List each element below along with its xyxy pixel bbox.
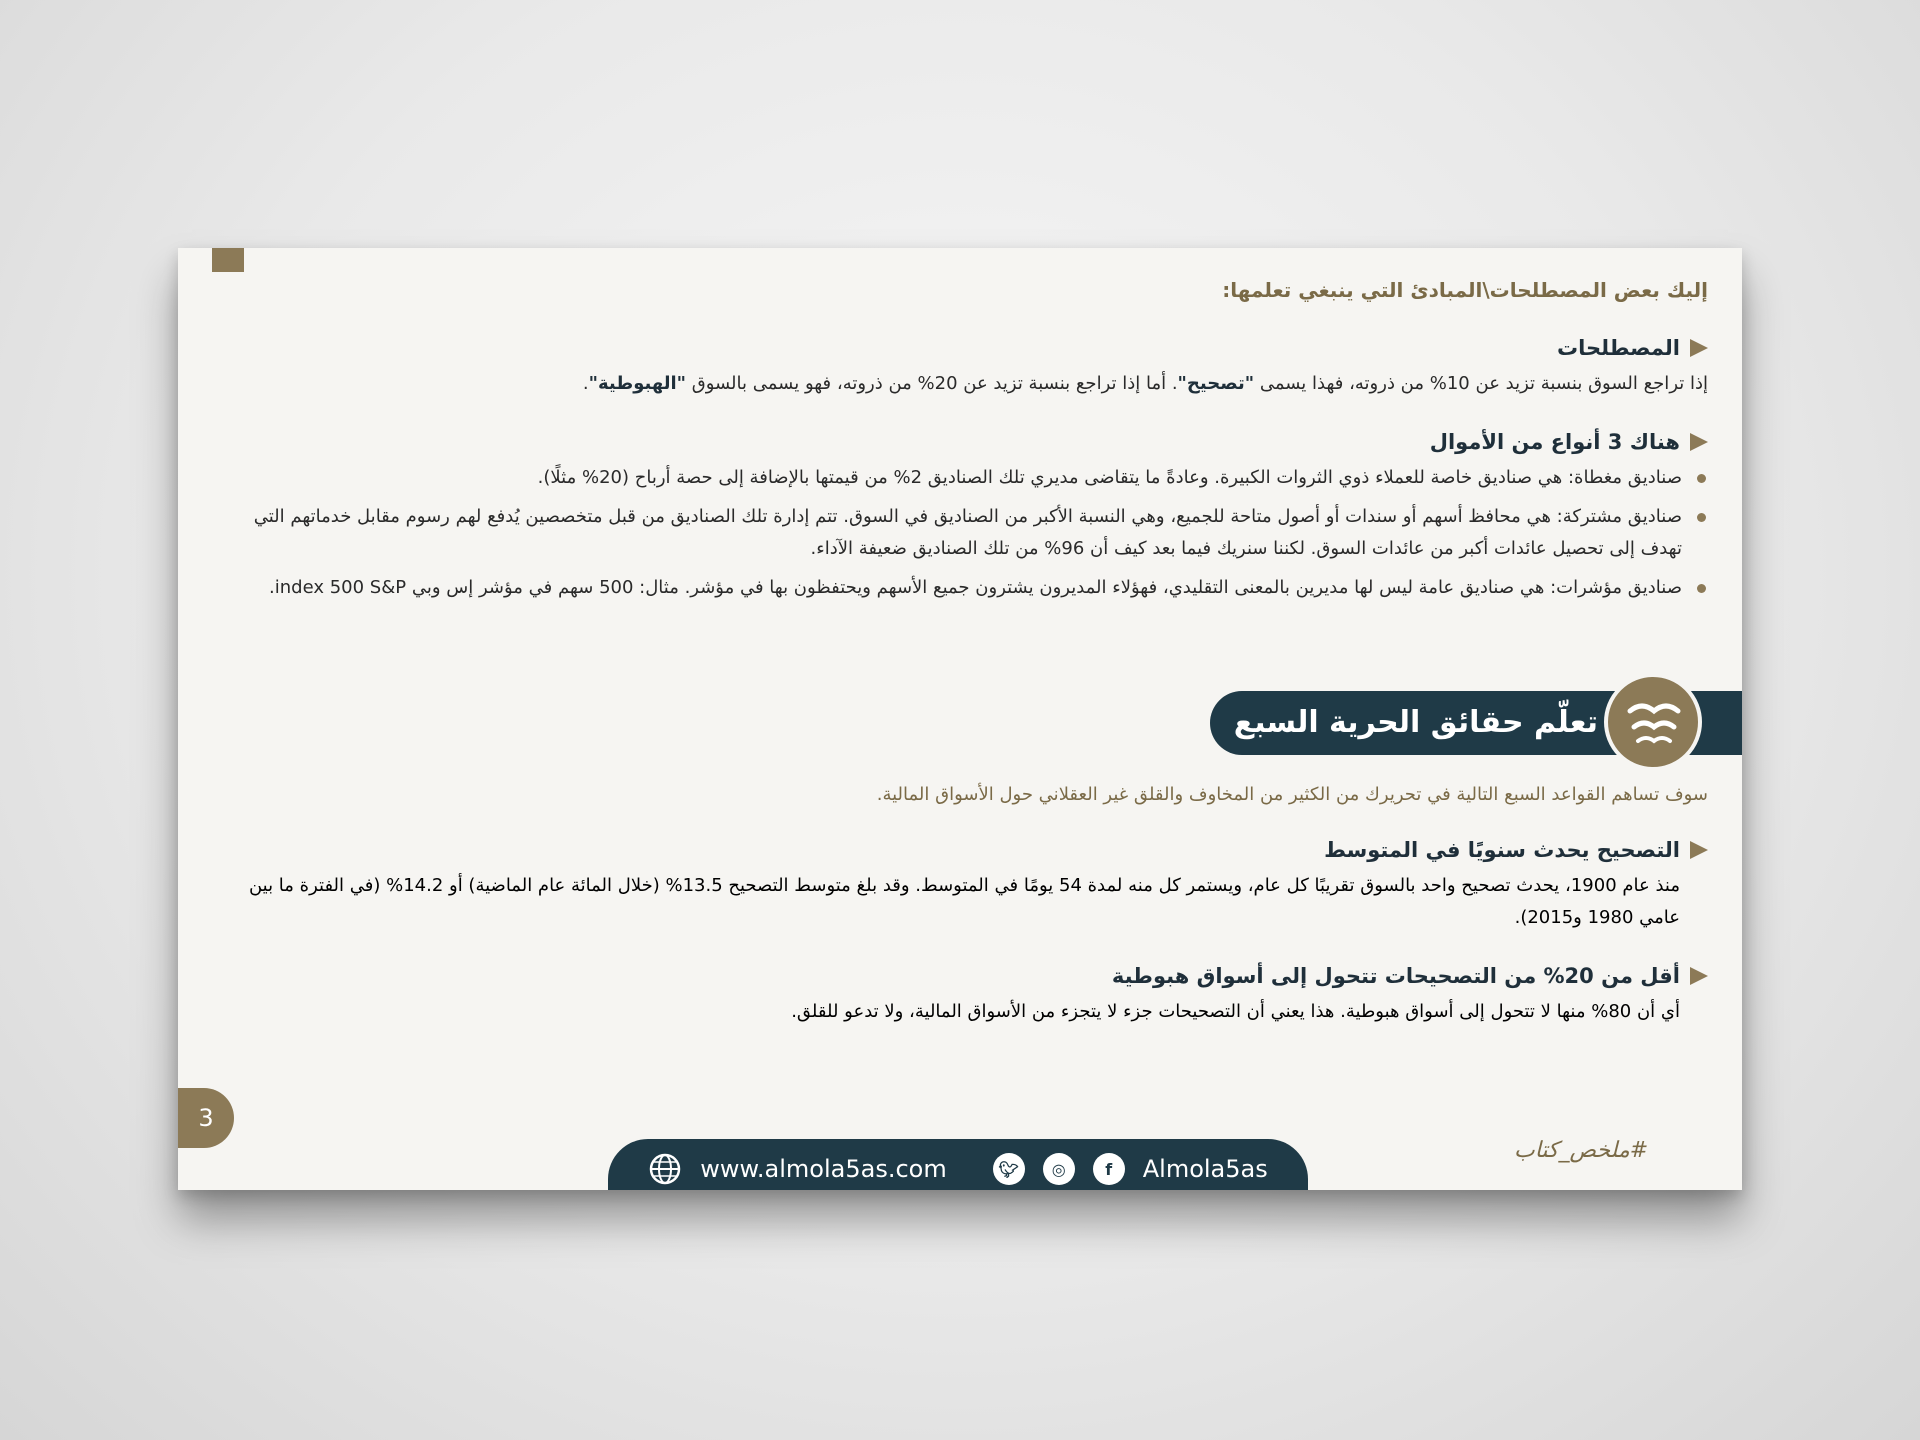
terms-heading-text: المصطلحات [1556, 336, 1680, 360]
funds-heading-text: هناك 3 أنواع من الأموال [1429, 430, 1680, 454]
terms-paragraph [212, 368, 1708, 400]
page-number: 3 [178, 1088, 234, 1148]
intro-text: إليك بعض المصطلحات\المبادئ التي ينبغي تعلمها: [1222, 278, 1708, 302]
sub-intro-text: سوف تساهم القواعد السبع التالية في تحريرك من الكثير من المخاوف والقلق غير العقلاني حول الأسواق المالية. [876, 784, 1708, 805]
document-page [178, 248, 1742, 1190]
funds-list [212, 462, 1708, 604]
terms-text-a: إذا تراجع السوق بنسبة تزيد عن 10% من ذروته، فهذا يسمى [1254, 373, 1708, 394]
rule1-section [212, 838, 1680, 934]
signature-logo: #ملخص_كتاب [1514, 1138, 1649, 1163]
rule1-heading [212, 838, 1708, 862]
funds-heading [212, 430, 1708, 454]
triangle-bullet-icon [1690, 967, 1708, 985]
rule2-heading-text: أقل من 20% من التصحيحات تتحول إلى أسواق هبوطية [1111, 964, 1680, 988]
twitter-icon[interactable]: 🐦︎ [993, 1153, 1025, 1185]
facebook-icon[interactable]: f [1093, 1153, 1125, 1185]
term-correction: "تصحيح" [1177, 373, 1255, 394]
list-item: صناديق مؤشرات: هي صناديق عامة ليس لها مديرين بالمعنى التقليدي، فهؤلاء المديرون يشترون جميع الأسهم ويحتفظون بها في مؤشر. مثال: 500 سهم في مؤشر إس وبي index 500 S&P. [212, 572, 1708, 604]
rule2-heading [212, 964, 1708, 988]
rule2-section [212, 964, 1680, 1028]
triangle-bullet-icon [1690, 433, 1708, 451]
triangle-bullet-icon [1690, 339, 1708, 357]
footer-bar [608, 1139, 1308, 1190]
birds-icon [1604, 673, 1702, 771]
list-item: صناديق مغطاة: هي صناديق خاصة للعملاء ذوي الثروات الكبيرة. وعادةً ما يتقاضى مديري تلك الصناديق 2% من قيمتها بالإضافة إلى حصة أرباح (20% مثلًا). [212, 462, 1708, 494]
globe-icon [648, 1152, 682, 1186]
rule1-paragraph: منذ عام 1900، يحدث تصحيح واحد بالسوق تقريبًا كل عام، ويستمر كل منه لمدة 54 يومًا في المتوسط. وقد بلغ متوسط التصحيح 13.5% (خلال المائة عام الماضية) أو 14.2% (في الفترة ما بين عامي 1980 و2015). [248, 875, 1680, 928]
terms-text-c: . [582, 373, 589, 394]
corner-decoration [212, 248, 244, 272]
terms-text-b: . أما إذا تراجع بنسبة تزيد عن 20% من ذروته، فهو يسمى بالسوق [686, 373, 1178, 394]
rule1-heading-text: التصحيح يحدث سنويًا في المتوسط [1324, 838, 1680, 862]
term-bearish: "الهبوطية" [588, 373, 687, 394]
website-link[interactable]: www.almola5as.com [700, 1155, 947, 1183]
social-handle: Almola5as [1142, 1155, 1268, 1183]
terms-heading [212, 336, 1708, 360]
triangle-bullet-icon [1690, 841, 1708, 859]
content-top [212, 278, 1708, 611]
instagram-icon[interactable]: ◎ [1043, 1153, 1075, 1185]
rule2-paragraph: أي أن 80% منها لا تتحول إلى أسواق هبوطية. هذا يعني أن التصحيحات جزء لا يتجزء من الأسواق المالية، ولا تدعو للقلق. [791, 1001, 1680, 1022]
banner-title: تعلّم حقائق الحرية السبع [1233, 705, 1598, 740]
list-item: صناديق مشتركة: هي محافظ أسهم أو سندات أو أصول متاحة للجميع، وهي النسبة الأكبر من الصناديق في السوق. تتم إدارة تلك الصناديق من قبل متخصصين يُدفع لهم رسوم مقابل خدماتهم التي تهدف إلى تحصيل عائدات أكبر من عائدات السوق. لكننا سنريك فيما بعد كيف أن 96% من تلك الصناديق ضعيفة الآداء. [212, 501, 1708, 565]
